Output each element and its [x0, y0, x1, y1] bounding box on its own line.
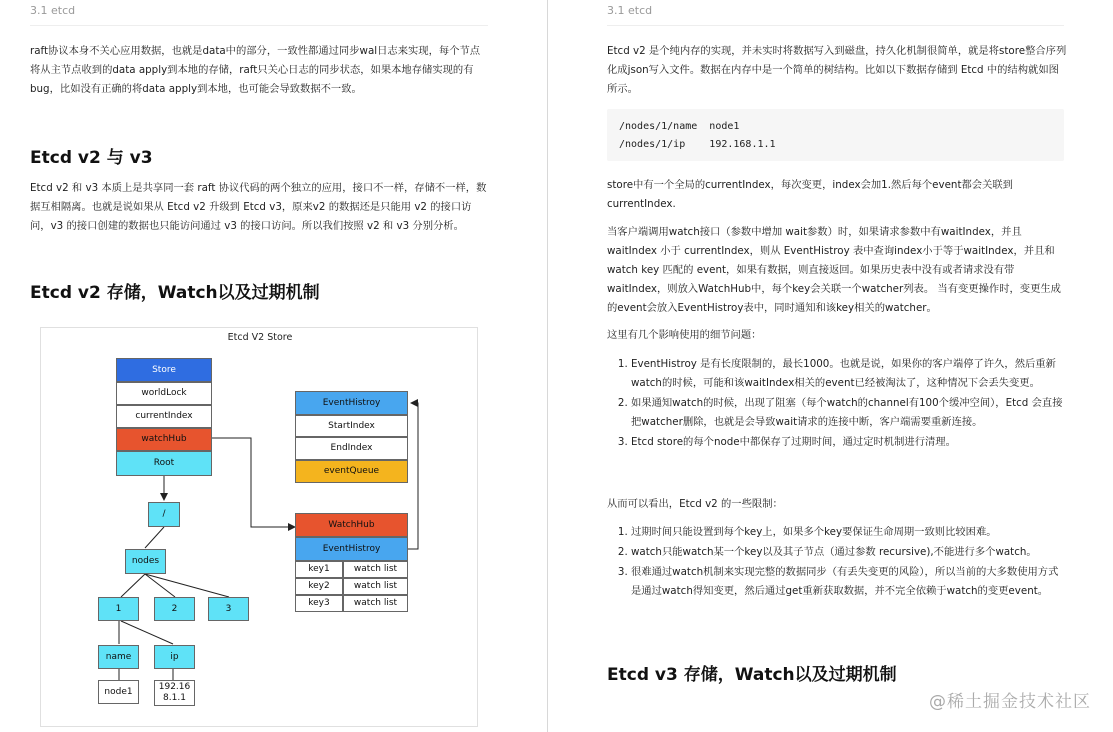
watchhub-field-box: watchHub: [116, 428, 212, 451]
paragraph-currentindex: store中有一个全局的currentIndex，每次变更，index会加1.然后每个event都会关联到currentIndex.: [607, 179, 1013, 210]
issues-list: [607, 355, 1067, 453]
list-item: 1. EventHistroy 是有长度限制的，最长1000。也就是说，如果你的客户端停了许久，然后重新watch的时候，可能和该waitIndex相关的event已经被淘汰了，这种情况下会丢失变更。: [631, 355, 1067, 393]
section-heading-v2-v3: Etcd v2 与 v3: [30, 148, 153, 168]
startindex-box: StartIndex: [295, 415, 408, 437]
eventqueue-box: eventQueue: [295, 460, 408, 483]
tree-value-ip: 192.16 8.1.1: [154, 680, 195, 706]
list-item: 3. Etcd store的每个node中都保存了过期时间，通过定时机制进行清理。: [631, 433, 1067, 452]
diagram-title: Etcd V2 Store: [227, 332, 293, 343]
watchhub-struct-box: WatchHub: [295, 513, 408, 537]
worldlock-box: worldLock: [116, 382, 212, 405]
right-page: [548, 0, 1113, 732]
tree-node-1: 1: [98, 597, 139, 621]
section-heading-v3-store: Etcd v3 存储，Watch以及过期机制: [607, 665, 897, 685]
root-box: Root: [116, 451, 212, 476]
paragraph-watch: 当客户端调用watch接口（参数中增加 wait参数）时，如果请求参数中有waitIndex，并且waitIndex 小于 currentIndex，则从 EventHistroy 表中查询index小于等于waitIndex，并且和watch key 匹配的 event，如果有数据，则直接返回。如果历史表中没有或者请求没有带 waitIndex，则放入WatchHub中，每个key会关联一个watcher列表。 当有变更操作时，变更生成的event会放入EventHistroy表中，同时通知和该key相关的watcher。: [607, 226, 1061, 314]
section-heading-v2-store: Etcd v2 存储，Watch以及过期机制: [30, 283, 320, 303]
tree-ip: ip: [154, 645, 195, 669]
key3-cell: key3: [295, 595, 343, 612]
eventhistroy-struct-box: EventHistroy: [295, 391, 408, 415]
tree-nodes: nodes: [125, 549, 166, 574]
page-header: 3.1 etcd: [607, 4, 653, 17]
endindex-box: EndIndex: [295, 437, 408, 460]
watchhub-eventhistroy-box: EventHistroy: [295, 537, 408, 561]
store-box: Store: [116, 358, 212, 382]
v2-v3-paragraph: Etcd v2 和 v3 本质上是共享同一套 raft 协议代码的两个独立的应用，接口不一样，存储不一样，数据互相隔离。也就是说如果从 Etcd v2 升级到 Etcd v3，原来v2 的数据还是只能用 v2 的接口访问，v3 的接口创建的数据也只能访问通过 v3 的接口访问。所以我们按照 v2 和 v3 分别分析。: [30, 182, 487, 232]
tree-value-node1: node1: [98, 680, 139, 704]
key2-cell: key2: [295, 578, 343, 595]
list-item: 2. watch只能watch某一个key以及其子节点（通过参数 recursive),不能进行多个watch。: [631, 543, 1067, 562]
intro-paragraph: raft协议本身不关心应用数据，也就是data中的部分，一致性都通过同步wal日志来实现，每个节点将从主节点收到的data apply到本地的存储，raft只关心日志的同步状态，如果本地存储实现的有bug，比如没有正确的将data apply到本地，也可能会导致数据不一致。: [30, 45, 481, 95]
paragraph-memory-store: Etcd v2 是个纯内存的实现，并未实时将数据写入到磁盘，持久化机制很简单，就是将store整合序列化成json写入文件。数据在内存中是一个简单的树结构。比如以下数据存储到 Etcd 中的结构就如图所示。: [607, 45, 1067, 95]
left-page: [0, 0, 547, 732]
key3-watchlist-cell: watch list: [343, 595, 408, 612]
etcd-v2-store-diagram: [40, 327, 478, 727]
paragraph-limits-intro: 从而可以看出，Etcd v2 的一些限制：: [607, 498, 783, 510]
tree-node-3: 3: [208, 597, 249, 621]
list-item: 2. 如果通知watch的时候，出现了阻塞（每个watch的channel有100个缓冲空间），Etcd 会直接把watcher删除，也就是会导致wait请求的连接中断，客户端需要重新连接。: [631, 394, 1067, 432]
tree-node-2: 2: [154, 597, 195, 621]
page-header: 3.1 etcd: [30, 4, 76, 17]
paragraph-issues-intro: 这里有几个影响使用的细节问题：: [607, 329, 762, 341]
code-line: /nodes/1/name node1: [619, 121, 740, 132]
key2-watchlist-cell: watch list: [343, 578, 408, 595]
list-item: 1. 过期时间只能设置到每个key上，如果多个key要保证生命周期一致则比较困难。: [631, 523, 1067, 542]
key1-watchlist-cell: watch list: [343, 561, 408, 578]
list-item: 3. 很难通过watch机制来实现完整的数据同步（有丢失变更的风险），所以当前的大多数使用方式是通过watch得知变更，然后通过get重新获取数据，并不完全依赖于watch的变更event。: [631, 563, 1067, 601]
watermark: @稀土掘金技术社区: [929, 692, 1091, 712]
tree-name: name: [98, 645, 139, 669]
code-block: [607, 109, 1064, 161]
header-rule: [30, 25, 488, 26]
currentindex-box: currentIndex: [116, 405, 212, 428]
code-line: /nodes/1/ip 192.168.1.1: [619, 139, 776, 150]
tree-root-slash: /: [148, 502, 180, 527]
header-rule: [607, 25, 1064, 26]
key1-cell: key1: [295, 561, 343, 578]
limits-list: [607, 523, 1067, 602]
